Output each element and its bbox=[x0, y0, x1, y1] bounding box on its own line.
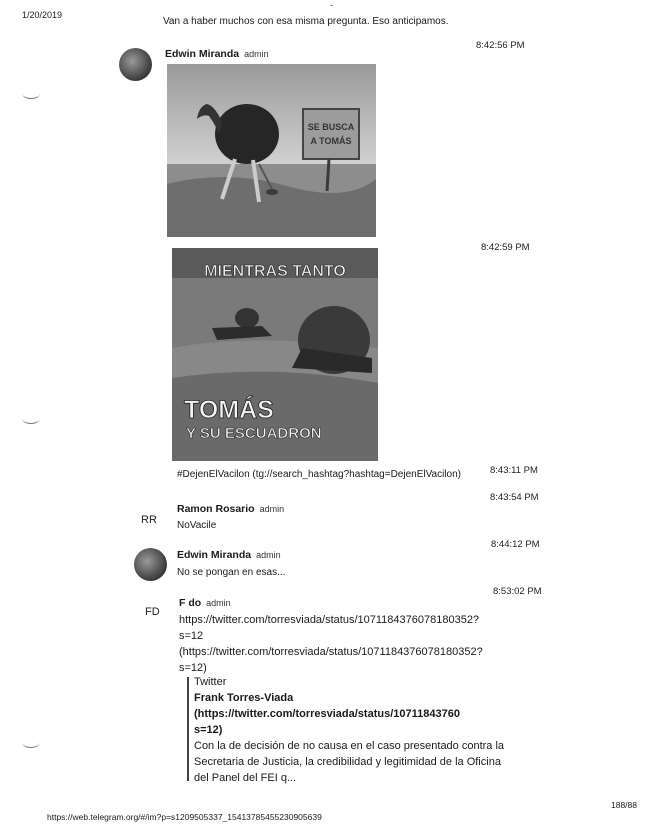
twitter-link-paren[interactable]: (https://twitter.com/torresviada/status/1071184376078180352? bbox=[179, 646, 483, 658]
ostrich-image[interactable] bbox=[167, 64, 376, 237]
sender-name: Edwin Miranda admin bbox=[165, 48, 269, 60]
avatar-initials: FD bbox=[145, 606, 160, 618]
message-time: 8:43:11 PM bbox=[490, 465, 538, 476]
preview-quote-bar bbox=[187, 677, 189, 781]
message-text: NoVacile bbox=[177, 520, 217, 531]
avatar bbox=[119, 48, 152, 81]
message-time: 8:42:56 PM bbox=[476, 40, 525, 51]
message-time: 8:42:59 PM bbox=[481, 242, 530, 253]
twitter-link-suffix[interactable]: s=12 bbox=[179, 630, 204, 642]
binder-hole-icon bbox=[22, 88, 40, 99]
preview-desc-line: Con la de decisión de no causa en el caso presentado contra la bbox=[194, 740, 505, 752]
sign-line1: SE BUSCA bbox=[307, 122, 355, 132]
sender-name: F do admin bbox=[179, 597, 231, 609]
message-text: Van a haber muchos con esa misma pregunta. Eso anticipamos. bbox=[163, 16, 449, 27]
twitter-link-paren-suffix[interactable]: s=12) bbox=[179, 662, 207, 674]
preview-url-suffix: s=12) bbox=[194, 724, 223, 736]
ostrich-illustration bbox=[167, 64, 376, 237]
preview-title: Frank Torres-Viada bbox=[194, 692, 294, 704]
sender-name: Ramon Rosario admin bbox=[177, 503, 285, 515]
message-text: No se pongan en esas... bbox=[177, 567, 286, 578]
meme-sub-text: Y SU ESCUADRON bbox=[186, 425, 322, 442]
message-time: 8:43:54 PM bbox=[490, 492, 539, 503]
print-date: 1/20/2019 bbox=[22, 10, 63, 20]
twitter-link[interactable]: https://twitter.com/torresviada/status/1071184376078180352? bbox=[179, 614, 480, 626]
message-time: 8:44:12 PM bbox=[491, 539, 540, 550]
preview-url: (https://twitter.com/torresviada/status/10711843760 bbox=[194, 708, 460, 720]
link-preview[interactable] bbox=[194, 674, 505, 786]
preview-site: Twitter bbox=[194, 676, 227, 688]
sender-name: Edwin Miranda admin bbox=[177, 549, 281, 561]
meme-illustration bbox=[172, 248, 378, 461]
footer-url: https://web.telegram.org/#/im?p=s1209505337_15413785455230905639 bbox=[47, 812, 322, 822]
meme-image[interactable] bbox=[172, 248, 378, 461]
binder-hole-icon bbox=[22, 413, 40, 424]
print-dash: - bbox=[330, 0, 333, 10]
hashtag-link[interactable]: #DejenElVacilon (tg://search_hashtag?hashtag=DejenElVacilon) bbox=[177, 469, 461, 480]
message-time: 8:53:02 PM bbox=[493, 586, 542, 597]
meme-main-text: TOMÁS bbox=[184, 396, 274, 424]
footer-page: 188/88 bbox=[611, 800, 637, 810]
avatar bbox=[134, 548, 167, 581]
preview-desc-line: Secretaria de Justicia, la credibilidad y legitimidad de la Oficina bbox=[194, 756, 501, 768]
sign-line2: A TOMÁS bbox=[310, 136, 352, 146]
preview-desc-line: del Panel del FEI q... bbox=[194, 772, 297, 784]
binder-hole-icon bbox=[22, 737, 40, 748]
avatar-initials: RR bbox=[141, 514, 157, 526]
message-body bbox=[179, 612, 499, 676]
meme-top-text: MIENTRAS TANTO bbox=[204, 263, 346, 280]
